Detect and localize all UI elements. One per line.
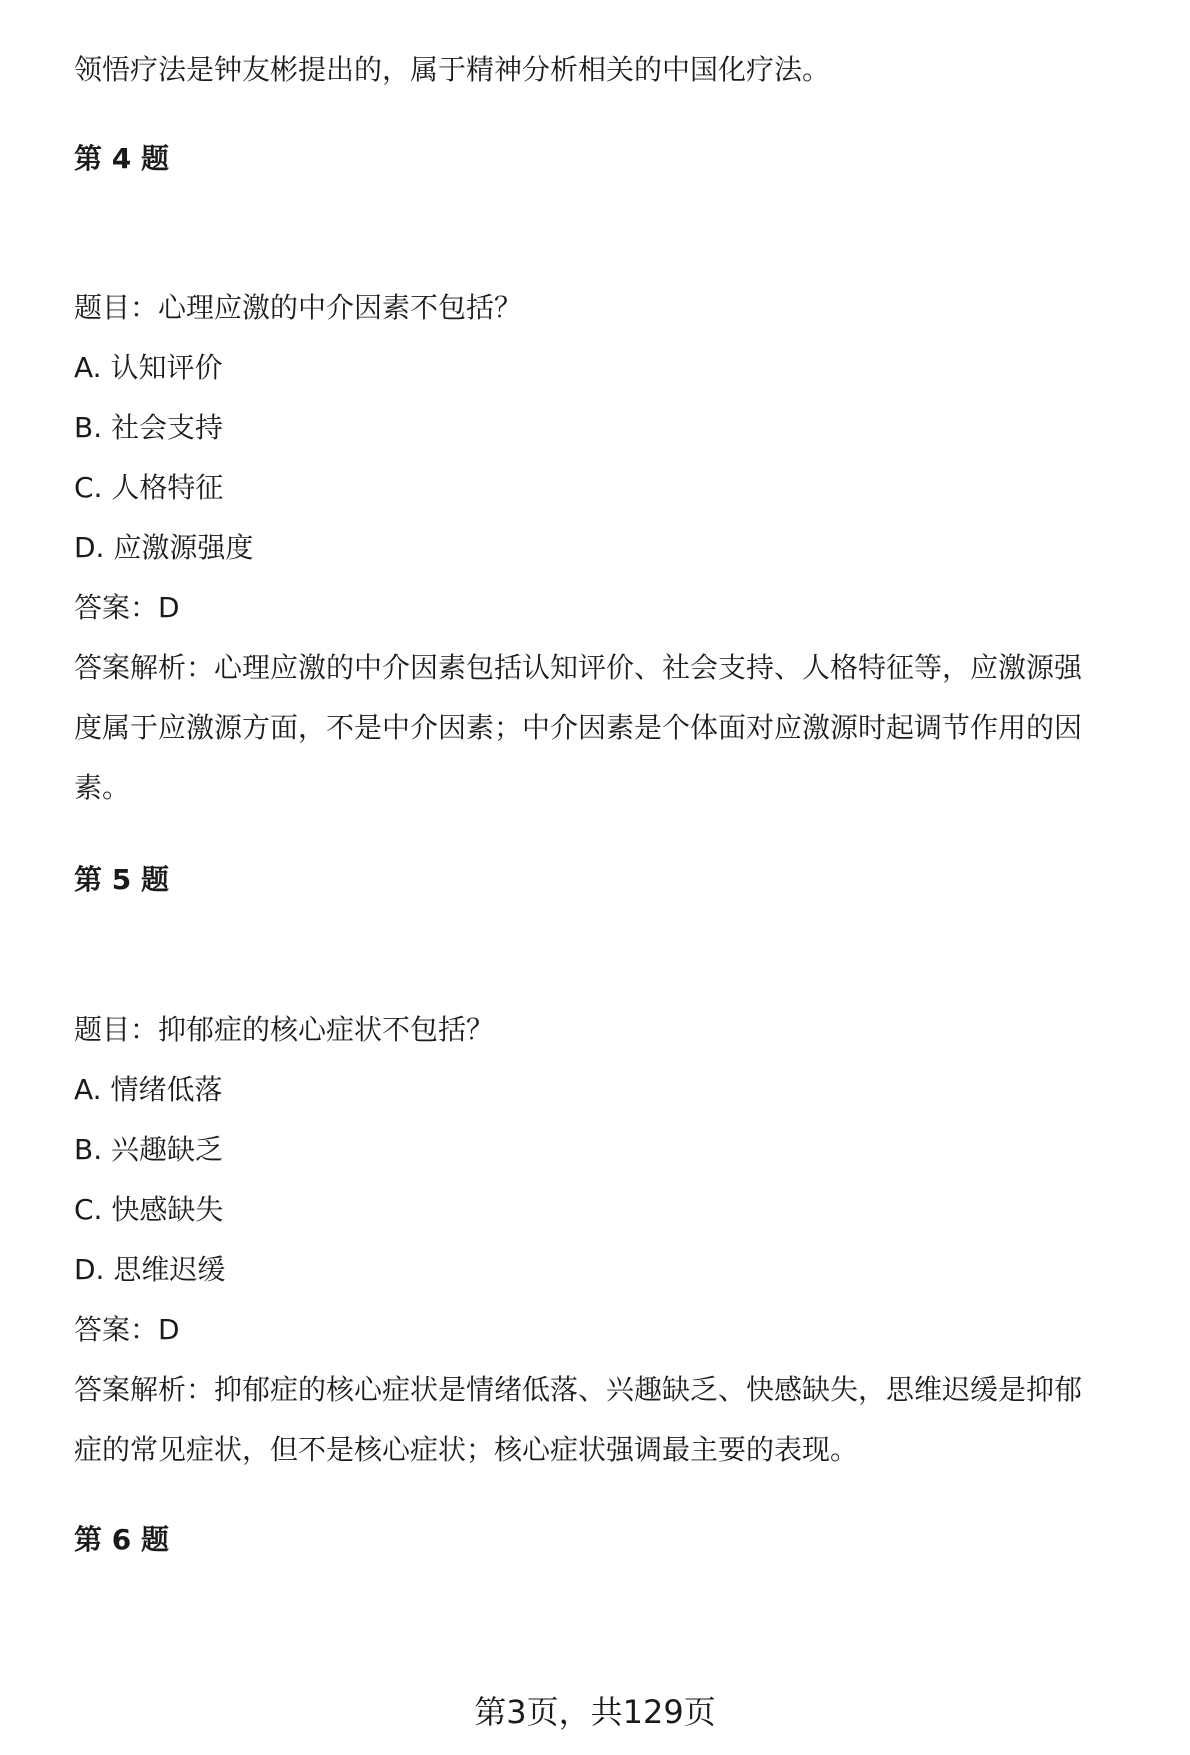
question-5-explanation-line-1: 答案解析：抑郁症的核心症状是情绪低落、兴趣缺乏、快感缺失，思维迟缓是抑郁 (74, 1373, 1083, 1406)
question-4-heading: 第 4 题 (74, 142, 169, 175)
question-6-heading: 第 6 题 (74, 1523, 169, 1556)
question-5-stem: 题目：抑郁症的核心症状不包括？ (74, 1013, 495, 1046)
question-4-option-b: B. 社会支持 (74, 411, 224, 444)
question-4-explanation-line-1: 答案解析：心理应激的中介因素包括认知评价、社会支持、人格特征等，应激源强 (74, 651, 1083, 684)
question-4-stem: 题目：心理应激的中介因素不包括？ (74, 291, 523, 324)
question-4-option-d: D. 应激源强度 (74, 531, 254, 564)
question-4-answer: 答案：D (74, 591, 180, 624)
question-5-option-a: A. 情绪低落 (74, 1073, 223, 1106)
question-5-answer: 答案：D (74, 1313, 180, 1346)
question-5-option-d: D. 思维迟缓 (74, 1253, 226, 1286)
question-5-explanation-line-2: 症的常见症状，但不是核心症状；核心症状强调最主要的表现。 (74, 1433, 859, 1466)
question-4-explanation-line-3: 素。 (74, 771, 131, 804)
question-5-heading: 第 5 题 (74, 863, 169, 896)
intro-text: 领悟疗法是钟友彬提出的，属于精神分析相关的中国化疗法。 (74, 53, 831, 86)
question-4-option-c: C. 人格特征 (74, 471, 224, 504)
question-4-option-a: A. 认知评价 (74, 351, 223, 384)
question-4-explanation-line-2: 度属于应激源方面，不是中介因素；中介因素是个体面对应激源时起调节作用的因 (74, 711, 1083, 744)
question-5-option-b: B. 兴趣缺乏 (74, 1133, 224, 1166)
question-5-option-c: C. 快感缺失 (74, 1193, 224, 1226)
page-indicator: 第3页，共129页 (474, 1693, 716, 1731)
